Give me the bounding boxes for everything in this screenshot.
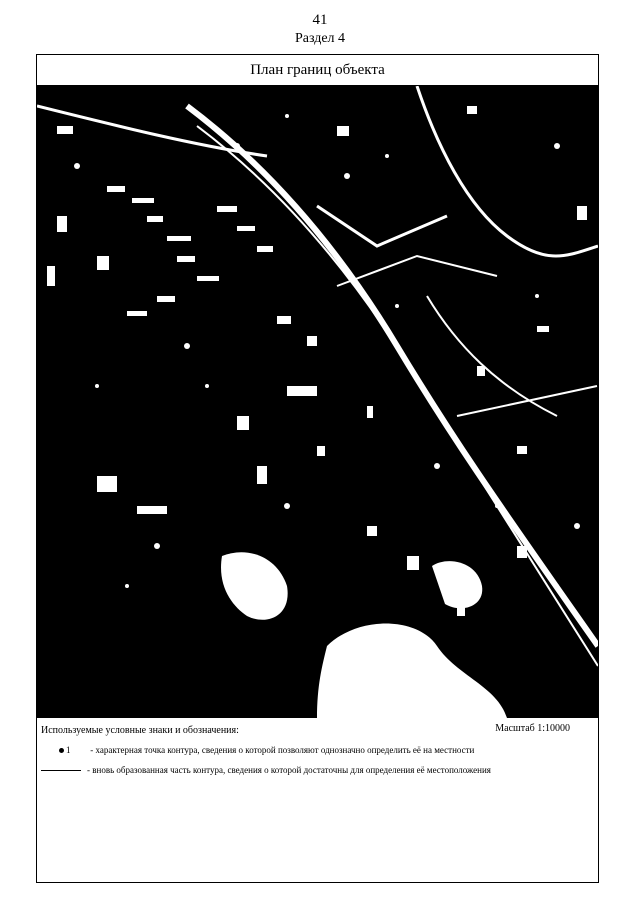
section-title: Раздел 4 [294,31,346,46]
point-label: 1 [66,745,71,755]
page-number: 41 [312,12,328,28]
point-dot-icon [59,748,64,753]
legend-point-row [59,745,599,756]
line-symbol-icon [41,770,81,771]
aerial-map [37,86,598,718]
legend-title: Используемые условные знаки и обозначения: [41,725,239,736]
line-description: - вновь образованная часть контура, сведения о которой достаточны для определения её местоположения [87,765,491,775]
legend-line-row [41,765,581,776]
plan-frame [36,54,599,883]
plan-title: План границ объекта [37,55,598,86]
point-description: - характерная точка контура, сведения о которой позволяют однозначно определить её на местности [90,745,475,755]
scale-label: Масштаб 1:10000 [495,723,570,734]
aerial-map-image [37,86,598,718]
